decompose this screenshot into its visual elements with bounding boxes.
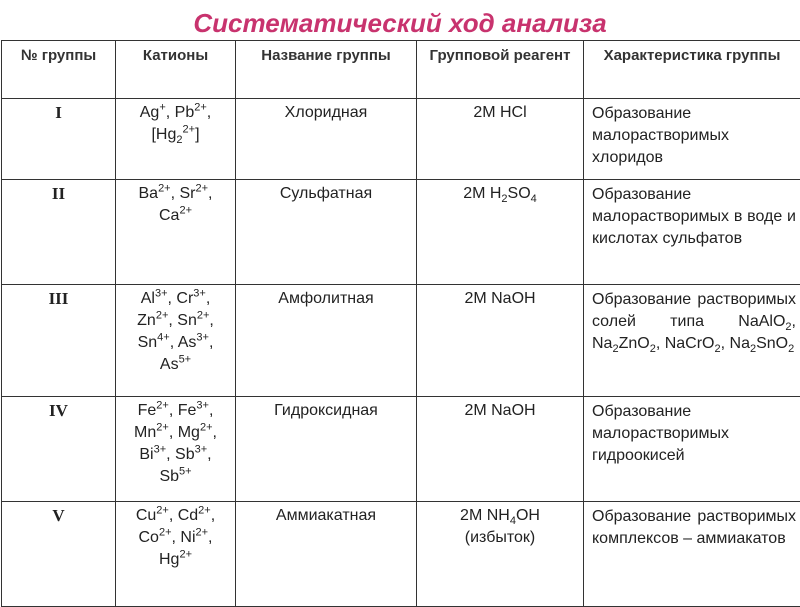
group-characteristic: Образование растворимых комплексов – аммиакатов bbox=[584, 502, 800, 607]
header-group-characteristic: Характеристика группы bbox=[584, 41, 800, 99]
group-reagent: 2М HCl bbox=[417, 99, 584, 180]
table-row bbox=[2, 285, 800, 397]
header-cations: Катионы bbox=[116, 41, 236, 99]
group-characteristic: Образование малорастворимых гидроокисей bbox=[584, 397, 800, 502]
group-characteristic: Образование растворимых солей типа NaAlO$_2$, $Na_2ZnO_2$, NaCrO$_2$, $Na_2SnO_2$ bbox=[584, 285, 800, 397]
table-row bbox=[2, 180, 800, 285]
table-row bbox=[2, 397, 800, 502]
group-reagent: 2М $NH_4OH$ (избыток) bbox=[417, 502, 584, 607]
group-name: Хлоридная bbox=[236, 99, 417, 180]
group-number: II bbox=[2, 180, 116, 285]
group-cations: $Al^{3+}$, $Cr^{3+}$, $Zn^{2+}$, $Sn^{2+}$, $Sn^{4+}$, $As^{3+}$, $As^{5+}$ bbox=[116, 285, 236, 397]
analysis-table bbox=[1, 40, 800, 607]
group-number: V bbox=[2, 502, 116, 607]
group-reagent: 2М NaOH bbox=[417, 285, 584, 397]
group-cations: $Fe^{2+}$, $Fe^{3+}$, $Mn^{2+}$, $Mg^{2+}$, $Bi^{3+}$, $Sb^{3+}$, $Sb^{5+}$ bbox=[116, 397, 236, 502]
group-characteristic: Образование малорастворимых в воде и кислотах сульфатов bbox=[584, 180, 800, 285]
group-name: Гидроксидная bbox=[236, 397, 417, 502]
table-header-row bbox=[2, 41, 800, 99]
group-reagent: 2М $H_2SO_4$ bbox=[417, 180, 584, 285]
table-row bbox=[2, 502, 800, 607]
group-name: Аммиакатная bbox=[236, 502, 417, 607]
group-cations: $Cu^{2+}$, $Cd^{2+}$, $Co^{2+}$, $Ni^{2+}$, $Hg^{2+}$ bbox=[116, 502, 236, 607]
group-number: IV bbox=[2, 397, 116, 502]
group-number: I bbox=[2, 99, 116, 180]
group-characteristic: Образование малорастворимых хлоридов bbox=[584, 99, 800, 180]
group-reagent: 2М NaOH bbox=[417, 397, 584, 502]
page-title: Систематический ход анализа bbox=[0, 8, 800, 39]
group-number: III bbox=[2, 285, 116, 397]
table-row bbox=[2, 99, 800, 180]
header-group-name: Название группы bbox=[236, 41, 417, 99]
group-cations: Ag+, $Pb^{2+}$, $[Hg_2^{2+}]$ bbox=[116, 99, 236, 180]
group-name: Амфолитная bbox=[236, 285, 417, 397]
header-group-number: № группы bbox=[2, 41, 116, 99]
group-cations: $Ba^{2+}$, $Sr^{2+}$, $Ca^{2+}$ bbox=[116, 180, 236, 285]
header-group-reagent: Групповой реагент bbox=[417, 41, 584, 99]
group-name: Сульфатная bbox=[236, 180, 417, 285]
